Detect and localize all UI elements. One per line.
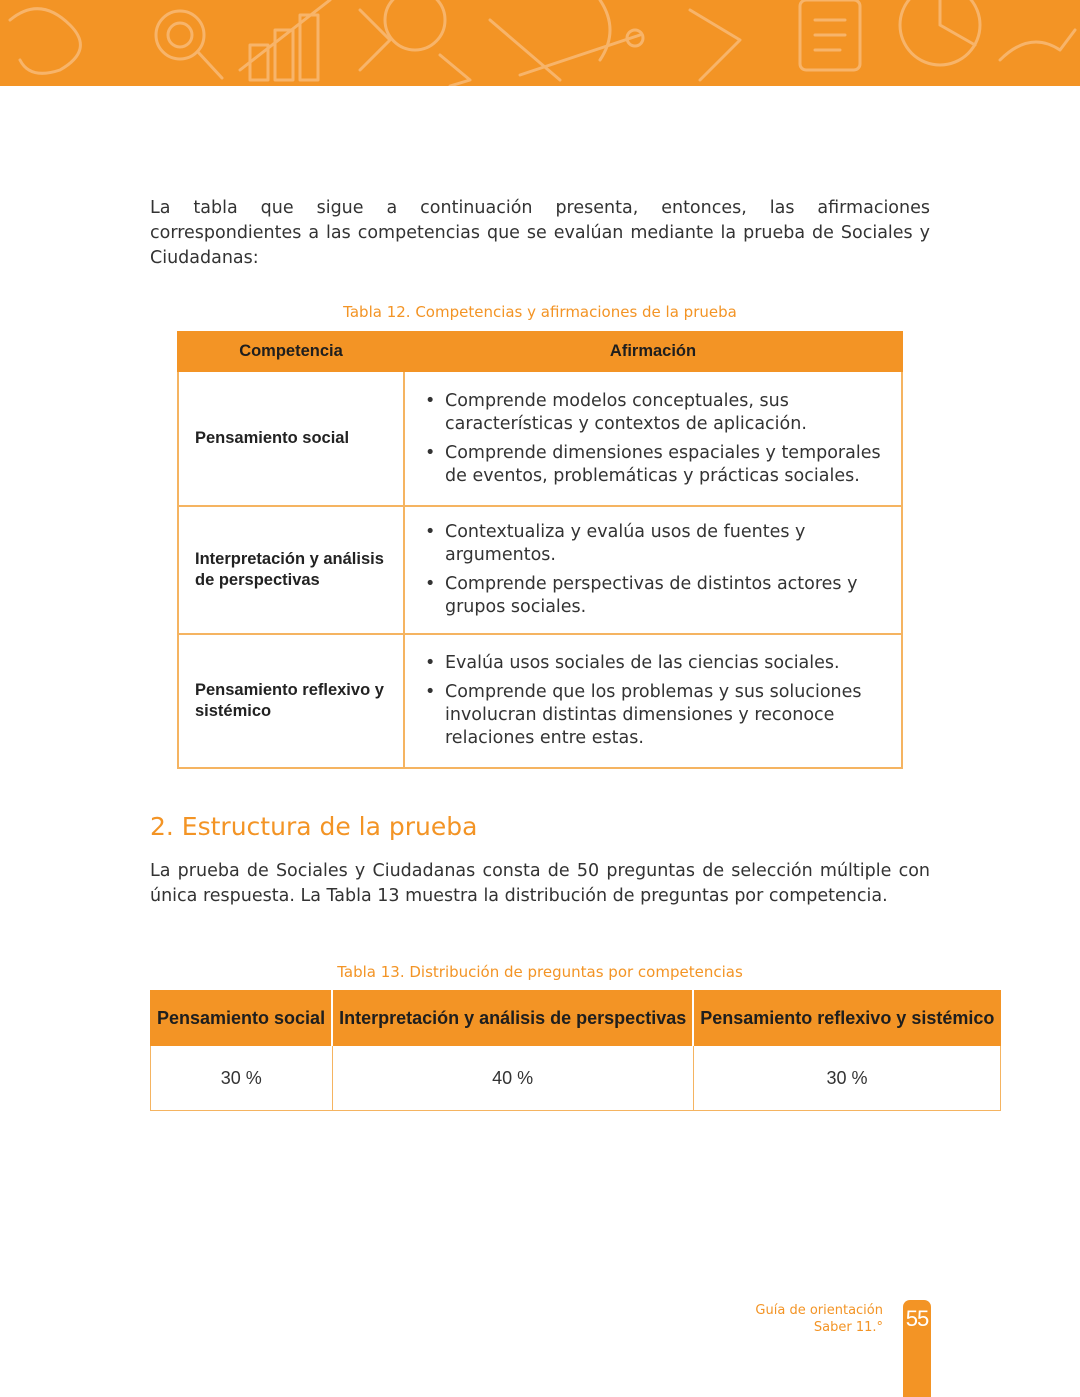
distribucion-table [150, 990, 1001, 1111]
table13-caption: Tabla 13. Distribución de preguntas por competencias [337, 963, 743, 981]
afirmacion-cell [404, 506, 902, 634]
list-item: • Contextualiza y evalúa usos de fuentes y argumentos. [423, 521, 881, 567]
competencia-cell: Interpretación y análisis de perspectivas [178, 506, 404, 634]
intro-paragraph: La tabla que sigue a continuación presenta, entonces, las afirmaciones correspondientes a las competencias que se evalúan mediante la prueba de Sociales y Ciudadanas: [150, 198, 930, 268]
competencia-cell: Pensamiento social [178, 371, 404, 506]
list-item: • Comprende modelos conceptuales, sus características y contextos de aplicación. [423, 390, 881, 436]
table-row [178, 371, 902, 506]
competencia-cell: Pensamiento reflexivo y sistémico [178, 634, 404, 768]
value-pensamiento-social: 30 % [151, 1046, 333, 1111]
afirmacion-cell [404, 371, 902, 506]
page-number-tab [903, 1300, 931, 1397]
header-afirmacion: Afirmación [404, 332, 902, 371]
value-pensamiento-reflexivo: 30 % [693, 1046, 1001, 1111]
page-number: 55 [905, 1306, 929, 1331]
value-interpretacion: 40 % [332, 1046, 693, 1111]
footer-title [755, 1302, 883, 1336]
decorative-doodles-icon [0, 0, 1080, 86]
header-interpretacion: Interpretación y análisis de perspectivas [332, 991, 693, 1046]
header-pensamiento-social: Pensamiento social [151, 991, 333, 1046]
table-row [151, 1046, 1001, 1111]
footer-line2: Saber 11.° [813, 1320, 883, 1335]
table-row [178, 506, 902, 634]
table-header-row [178, 332, 902, 371]
competencias-table [177, 331, 903, 769]
footer-line1: Guía de orientación [755, 1303, 883, 1318]
afirmacion-cell [404, 634, 902, 768]
list-item: • Comprende dimensiones espaciales y temporales de eventos, problemáticas y prácticas sociales. [423, 442, 881, 488]
header-competencia: Competencia [178, 332, 404, 371]
header-banner [0, 0, 1080, 86]
header-pensamiento-reflexivo: Pensamiento reflexivo y sistémico [693, 991, 1001, 1046]
list-item: • Comprende perspectivas de distintos actores y grupos sociales. [423, 573, 881, 619]
list-item: • Evalúa usos sociales de las ciencias sociales. [423, 652, 881, 675]
section-heading: 2. Estructura de la prueba [150, 812, 478, 841]
section-paragraph: La prueba de Sociales y Ciudadanas consta de 50 preguntas de selección múltiple con única respuesta. La Tabla 13 muestra la distribución de preguntas por competencia. [150, 861, 930, 906]
table-row [178, 634, 902, 768]
list-item: • Comprende que los problemas y sus soluciones involucran distintas dimensiones y reconoce relaciones entre estas. [423, 681, 881, 750]
table12-caption: Tabla 12. Competencias y afirmaciones de la prueba [343, 303, 737, 321]
table-header-row [151, 991, 1001, 1046]
